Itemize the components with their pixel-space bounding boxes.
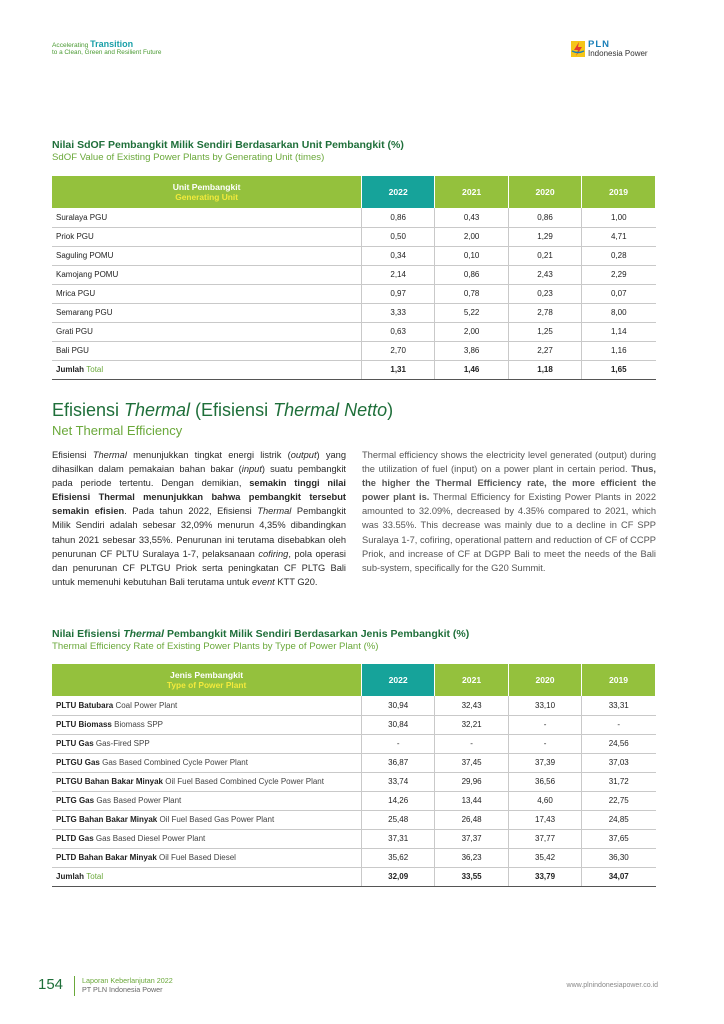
text-run: KTT G20. <box>274 576 318 587</box>
cell-value: 35,62 <box>362 848 435 867</box>
title-text-italic: Thermal <box>124 400 191 420</box>
text-run: input <box>241 464 262 475</box>
table-row <box>52 227 656 246</box>
cell-value: 36,56 <box>509 772 582 791</box>
cell-value: 34,07 <box>582 867 656 886</box>
row-label-id: PLTU Biomass <box>56 720 112 729</box>
total-label-en: Total <box>86 872 104 881</box>
cell-value: 37,39 <box>509 753 582 772</box>
table1-header-year: 2021 <box>435 176 509 208</box>
cell-value: - <box>509 734 582 753</box>
row-label-en: Oil Fuel Based Diesel <box>159 853 236 862</box>
logo-company-text: Indonesia Power <box>588 48 648 58</box>
table-row <box>52 341 656 360</box>
cell-value: 24,85 <box>582 810 656 829</box>
table-total-row <box>52 867 656 886</box>
table-row <box>52 810 656 829</box>
total-label-en: Total <box>86 365 104 374</box>
cell-value: 0,63 <box>362 322 435 341</box>
text-run-bold: Thus, the higher the Thermal Efficiency rate, the more efficient the power plant is. <box>362 464 656 503</box>
cell-value: 29,96 <box>435 772 509 791</box>
table-row <box>52 791 656 810</box>
text-run: Thermal <box>257 506 292 517</box>
cell-value: 2,43 <box>509 265 582 284</box>
table2-title-id <box>52 628 469 640</box>
cell-value: 0,07 <box>582 284 656 303</box>
text-run: cofiring <box>258 548 289 559</box>
cell-value: 0,78 <box>435 284 509 303</box>
text-run: Efisiensi <box>52 450 93 460</box>
row-label-id: PLTD Bahan Bakar Minyak <box>56 853 157 862</box>
row-label-id: PLTG Bahan Bakar Minyak <box>56 815 158 824</box>
row-label <box>52 791 362 810</box>
header-tagline <box>52 40 161 57</box>
cell-value: 26,48 <box>435 810 509 829</box>
row-label: Mrica PGU <box>52 284 362 303</box>
cell-value: 8,00 <box>582 303 656 322</box>
text-run: menunjukkan tingkat energi listrik ( <box>126 450 291 460</box>
cell-value: 3,86 <box>435 341 509 360</box>
cell-value: 36,87 <box>362 753 435 772</box>
title-text: ) <box>387 400 394 420</box>
text-run: Thermal Efficiency for Existing Power Plants in 2022 amounted to 32.09%, decreased by 4.35% compared to 2021, which was 33.55%. This decrease was mainly due to a decline in CF SPP Suralaya 1-7, cofiring, operational pattern and reduction of CF of CCPP Priok, and increase of CF at DGPP Bali to meet the needs of the Bali sub-system, specifically for the G20 Summit. <box>362 492 656 573</box>
title-text: (Efisiensi <box>190 400 274 420</box>
title-text: Pembangkit Milik Sendiri Berdasarkan Jenis Pembangkit (%) <box>164 628 470 640</box>
row-label: Saguling POMU <box>52 246 362 265</box>
row-label: Grati PGU <box>52 322 362 341</box>
table-row <box>52 284 656 303</box>
table2-header-year: 2020 <box>509 664 582 696</box>
cell-value: 1,31 <box>362 360 435 379</box>
table-row <box>52 265 656 284</box>
row-label: Semarang PGU <box>52 303 362 322</box>
table-row <box>52 715 656 734</box>
table2-header-year: 2022 <box>362 664 435 696</box>
table1-header-unit-en: Generating Unit <box>175 192 239 202</box>
row-label-en: Biomass SPP <box>114 720 164 729</box>
row-label: Suralaya PGU <box>52 208 362 227</box>
cell-value: 37,65 <box>582 829 656 848</box>
table1-title-en: SdOF Value of Existing Power Plants by Generating Unit (times) <box>52 152 325 163</box>
cell-value: 0,86 <box>362 208 435 227</box>
cell-value: 37,03 <box>582 753 656 772</box>
row-label-en: Oil Fuel Based Combined Cycle Power Plant <box>165 777 324 786</box>
cell-value: 3,33 <box>362 303 435 322</box>
cell-value: - <box>435 734 509 753</box>
table1-header-year: 2022 <box>362 176 435 208</box>
section-subtitle: Net Thermal Efficiency <box>52 423 183 438</box>
cell-value: 0,97 <box>362 284 435 303</box>
section-title-id <box>52 400 393 421</box>
table2-title <box>52 628 469 652</box>
table2-header-type-id: Jenis Pembangkit <box>170 670 244 680</box>
row-label-en: Gas Based Combined Cycle Power Plant <box>102 758 248 767</box>
text-run: event <box>252 576 275 587</box>
cell-value: 33,79 <box>509 867 582 886</box>
cell-value: 0,28 <box>582 246 656 265</box>
cell-value: 30,84 <box>362 715 435 734</box>
cell-value: 33,55 <box>435 867 509 886</box>
row-label-id: PLTGU Bahan Bakar Minyak <box>56 777 163 786</box>
cell-value: 0,86 <box>509 208 582 227</box>
row-label <box>52 829 362 848</box>
cell-value: 4,60 <box>509 791 582 810</box>
text-run: Thermal efficiency shows the electricity level generated (output) during the utilization of fuel (input) on a power plant in certain period. <box>362 450 656 475</box>
cell-value: 24,56 <box>582 734 656 753</box>
row-label <box>52 753 362 772</box>
cell-value: 0,34 <box>362 246 435 265</box>
cell-value: 2,00 <box>435 322 509 341</box>
table2-header-type-en: Type of Power Plant <box>166 680 247 690</box>
table1-header-year: 2020 <box>509 176 582 208</box>
title-text: Nilai Efisiensi <box>52 628 124 640</box>
row-label-id: PLTD Gas <box>56 834 94 843</box>
row-label-en: Coal Power Plant <box>115 700 178 710</box>
cell-value: 37,45 <box>435 753 509 772</box>
footer-report-title: Laporan Keberlanjutan 2022 <box>82 976 173 985</box>
title-text: Efisiensi <box>52 400 125 420</box>
row-label-en: Gas-Fired SPP <box>95 739 150 748</box>
row-label: Kamojang POMU <box>52 265 362 284</box>
cell-value: 1,46 <box>435 360 509 379</box>
title-text-italic: Thermal Netto <box>273 400 388 420</box>
total-label-id: Jumlah <box>56 872 85 881</box>
total-label <box>52 360 362 379</box>
text-run: ) yang dihasilkan dalam pemakaian bahan bakar ( <box>52 450 346 475</box>
row-label-id: PLTG Gas <box>56 796 95 805</box>
footer-divider <box>74 976 75 996</box>
row-label <box>52 810 362 829</box>
row-label-id: PLTGU Gas <box>56 758 100 767</box>
cell-value: 32,09 <box>362 867 435 886</box>
text-run-bold: semakin tinggi nilai Efisiensi Thermal menunjukkan bahwa pembangkit tersebut semakin efisien <box>52 478 346 517</box>
section-title <box>52 400 393 438</box>
row-label <box>52 772 362 791</box>
cell-value: 1,29 <box>509 227 582 246</box>
text-run: Thermal <box>92 450 127 460</box>
table2-title-en: Thermal Efficiency Rate of Existing Power Plants by Type of Power Plant (%) <box>52 641 379 652</box>
cell-value: - <box>582 715 656 734</box>
table-row <box>52 303 656 322</box>
cell-value: 1,14 <box>582 322 656 341</box>
page-number: 154 <box>38 976 64 993</box>
cell-value: 0,10 <box>435 246 509 265</box>
cell-value: 0,86 <box>435 265 509 284</box>
thermal-efficiency-table <box>52 664 656 887</box>
row-label-en: Gas Based Power Plant <box>96 796 182 805</box>
table-row <box>52 246 656 265</box>
text-run: . Pada tahun 2022, Efisiensi <box>124 506 258 517</box>
tagline-prefix: Accelerating <box>52 42 91 49</box>
cell-value: - <box>509 715 582 734</box>
row-label-id: PLTU Gas <box>56 739 94 748</box>
cell-value: 2,00 <box>435 227 509 246</box>
cell-value: 2,70 <box>362 341 435 360</box>
cell-value: 36,30 <box>582 848 656 867</box>
cell-value: 0,50 <box>362 227 435 246</box>
text-run: output <box>290 450 317 460</box>
cell-value: 5,22 <box>435 303 509 322</box>
cell-value: 1,18 <box>509 360 582 379</box>
table1-title-id: Nilai SdOF Pembangkit Milik Sendiri Berdasarkan Unit Pembangkit (%) <box>52 139 404 151</box>
table2-header-year: 2021 <box>435 664 509 696</box>
cell-value: 37,31 <box>362 829 435 848</box>
row-label <box>52 848 362 867</box>
cell-value: 1,25 <box>509 322 582 341</box>
cell-value: 13,44 <box>435 791 509 810</box>
table1-header-unit <box>52 176 362 208</box>
cell-value: 33,10 <box>509 696 582 715</box>
cell-value: 32,21 <box>435 715 509 734</box>
cell-value: 1,65 <box>582 360 656 379</box>
cell-value: 31,72 <box>582 772 656 791</box>
body-text-en <box>362 448 656 575</box>
cell-value: 14,26 <box>362 791 435 810</box>
cell-value: 37,37 <box>435 829 509 848</box>
pln-lightning-icon <box>571 41 585 57</box>
table-row <box>52 208 656 227</box>
pln-logo <box>571 40 648 58</box>
cell-value: 25,48 <box>362 810 435 829</box>
cell-value: 4,71 <box>582 227 656 246</box>
cell-value: 30,94 <box>362 696 435 715</box>
cell-value: 2,14 <box>362 265 435 284</box>
row-label-en: Gas Based Diesel Power Plant <box>95 834 206 843</box>
cell-value: 35,42 <box>509 848 582 867</box>
tagline-bold: Transition <box>90 39 134 49</box>
text-run: Pembangkit Milik Sendiri adalah sebesar 32,09% menurun 4,35% dibandingkan tahun 2021 sebesar 33,55%. Penurunan ini terutama disebabkan oleh penurunan CF PLTU Suralaya 1-7, pelaksanaan <box>52 506 346 559</box>
table1-title <box>52 139 404 163</box>
table-row <box>52 734 656 753</box>
total-label <box>52 867 362 886</box>
row-label <box>52 696 362 715</box>
cell-value: 36,23 <box>435 848 509 867</box>
row-label-en: Oil Fuel Based Gas Power Plant <box>159 815 275 824</box>
row-label <box>52 734 362 753</box>
cell-value: 2,29 <box>582 265 656 284</box>
cell-value: - <box>362 734 435 753</box>
cell-value: 33,74 <box>362 772 435 791</box>
cell-value: 22,75 <box>582 791 656 810</box>
tagline-line2: to a Clean, Green and Resilient Future <box>52 48 162 56</box>
cell-value: 2,78 <box>509 303 582 322</box>
text-run: , pola operasi dan penurunan CF PLTGU Priok serta peningkatan CF PLTG Bali untuk memenuhi kebutuhan Bali terutama untuk <box>52 548 346 587</box>
footer-report <box>82 976 173 995</box>
cell-value: 2,27 <box>509 341 582 360</box>
table-row <box>52 829 656 848</box>
table-row <box>52 848 656 867</box>
footer-website-link[interactable]: www.plnindonesiapower.co.id <box>566 982 658 989</box>
table-row <box>52 753 656 772</box>
footer-company: PT PLN Indonesia Power <box>82 985 163 995</box>
cell-value: 0,23 <box>509 284 582 303</box>
row-label <box>52 715 362 734</box>
total-label-id: Jumlah <box>56 365 85 374</box>
cell-value: 1,00 <box>582 208 656 227</box>
cell-value: 37,77 <box>509 829 582 848</box>
table1-header-unit-id: Unit Pembangkit <box>172 182 241 192</box>
table-total-row <box>52 360 656 379</box>
cell-value: 32,43 <box>435 696 509 715</box>
row-label: Priok PGU <box>52 227 362 246</box>
title-text-italic: Thermal <box>123 628 165 640</box>
table-row <box>52 696 656 715</box>
cell-value: 17,43 <box>509 810 582 829</box>
body-text-id <box>52 448 346 589</box>
cell-value: 1,16 <box>582 341 656 360</box>
table1-header-year: 2019 <box>582 176 656 208</box>
cell-value: 33,31 <box>582 696 656 715</box>
table2-header-year: 2019 <box>582 664 656 696</box>
row-label-id: PLTU Batubara <box>56 700 114 710</box>
cell-value: 0,43 <box>435 208 509 227</box>
table-row <box>52 772 656 791</box>
logo-pln-text: PLN <box>588 39 610 50</box>
sdof-table <box>52 176 656 380</box>
table2-header-type <box>52 664 362 696</box>
row-label: Bali PGU <box>52 341 362 360</box>
text-run: ) suatu pembangkit pada periode tertentu. Dengan demikian, <box>52 464 346 489</box>
table-row <box>52 322 656 341</box>
cell-value: 0,21 <box>509 246 582 265</box>
